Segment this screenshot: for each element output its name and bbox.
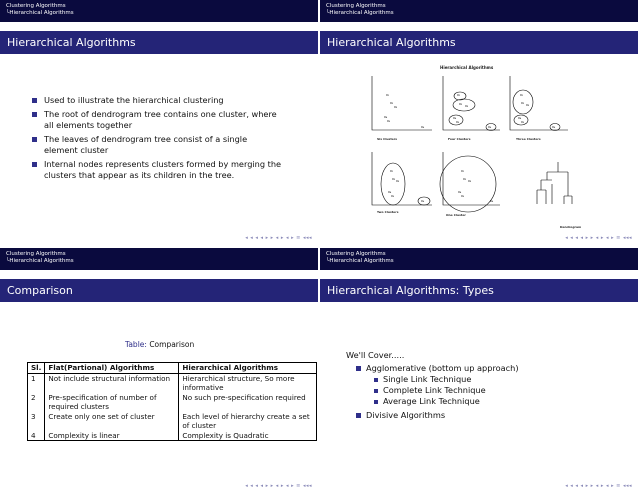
table-caption (125, 340, 194, 349)
bullet-item: Divisive Algorithms (356, 410, 519, 421)
table-row (28, 412, 317, 431)
panel-label: One Cluster (446, 213, 466, 217)
table-cell: Not include structural information (45, 373, 179, 393)
header-section: Clustering Algorithms (6, 3, 66, 9)
header-section: Clustering Algorithms (326, 3, 386, 9)
svg-text:x₁: x₁ (457, 93, 461, 97)
slide-title: Hierarchical Algorithms (0, 31, 318, 54)
dendrogram-label: Dendrogram (560, 225, 582, 229)
slide-title: Hierarchical Algorithms: Types (320, 279, 638, 302)
svg-text:x₁: x₁ (461, 169, 465, 173)
svg-text:x₆: x₆ (421, 125, 425, 129)
svg-text:x₄: x₄ (384, 115, 388, 119)
beamer-nav-icons[interactable]: ◂ ◂ ◂ ◂ ▸ ▸ ◂ ▸ ◂ ▸ ≡ ◂◂◂ (245, 483, 312, 489)
sub-bullet-item: Complete Link Technique (374, 385, 519, 396)
table-header-row (28, 363, 317, 374)
header-section: Clustering Algorithms (326, 251, 386, 257)
beamer-nav-icons[interactable]: ◂ ◂ ◂ ◂ ▸ ▸ ◂ ▸ ◂ ▸ ≡ ◂◂◂ (245, 235, 312, 241)
panel-label: Three Clusters (516, 137, 541, 141)
sub-bullet-item: Average Link Technique (374, 396, 519, 407)
slide-header (320, 248, 638, 270)
bullet-item: The leaves of dendrogram tree consist of a single element cluster (32, 134, 282, 157)
slide-2 (320, 0, 638, 245)
table-row (28, 393, 317, 412)
column-header: Hierarchical Algorithms (179, 363, 317, 374)
svg-text:x₄: x₄ (453, 116, 457, 120)
column-header: Sl. (28, 363, 45, 374)
caption-text: Comparison (149, 340, 195, 349)
svg-text:x₅: x₅ (456, 120, 460, 124)
svg-text:x₂: x₂ (390, 101, 394, 105)
bullet-item: The root of dendrogram tree contains one cluster, where all elements together (32, 109, 282, 132)
table-cell: Create only one set of cluster (45, 412, 179, 431)
svg-text:x₂: x₂ (459, 102, 463, 106)
header-subsection: └Hierarchical Algorithms (6, 258, 74, 264)
bullet-item: Internal nodes represents clusters formed by merging the clusters that appear as its children in the tree. (32, 159, 282, 182)
svg-text:x₆: x₆ (490, 199, 494, 203)
beamer-nav-icons[interactable]: ◂ ◂ ◂ ◂ ▸ ▸ ◂ ▸ ◂ ▸ ≡ ◂◂◂ (565, 483, 632, 489)
svg-text:x₅: x₅ (387, 119, 391, 123)
slide-title: Comparison (0, 279, 318, 302)
hierarchical-clustering-figure (320, 72, 638, 242)
svg-text:x₆: x₆ (552, 125, 556, 129)
sub-bullet-item: Single Link Technique (374, 374, 519, 385)
slide-header (320, 0, 638, 22)
panel-label: Six Clusters (377, 137, 398, 141)
header-subsection: └Hierarchical Algorithms (326, 258, 394, 264)
svg-text:x₃: x₃ (526, 103, 530, 107)
table-cell: 4 (28, 431, 45, 441)
svg-text:x₄: x₄ (518, 116, 522, 120)
svg-text:x₃: x₃ (394, 105, 398, 109)
svg-text:x₃: x₃ (396, 179, 400, 183)
intro-text: We'll Cover..... (346, 350, 405, 360)
slide-4-content (346, 350, 519, 421)
slide-title: Hierarchical Algorithms (320, 31, 638, 54)
svg-text:x₆: x₆ (421, 199, 425, 203)
svg-text:x₅: x₅ (521, 120, 525, 124)
svg-text:x₂: x₂ (521, 101, 525, 105)
bullet-item: Agglomerative (bottom up approach) (356, 363, 519, 374)
svg-text:x₁: x₁ (386, 93, 390, 97)
header-subsection: └Hierarchical Algorithms (6, 10, 74, 16)
slide-1-bullets (32, 95, 282, 184)
column-header: Flat(Partional) Algorithms (45, 363, 179, 374)
header-subsection: └Hierarchical Algorithms (326, 10, 394, 16)
header-section: Clustering Algorithms (6, 251, 66, 257)
panel-label: Four Clusters (448, 137, 471, 141)
table-cell: 1 (28, 373, 45, 393)
svg-text:x₂: x₂ (463, 177, 467, 181)
caption-label: Table: (125, 340, 147, 349)
table-row (28, 373, 317, 393)
slide-header (0, 248, 318, 270)
panel-label: Two Clusters (377, 210, 399, 214)
svg-text:x₄: x₄ (388, 190, 392, 194)
table-cell: Pre-specification of number of required clusters (45, 393, 179, 412)
table-cell: Each level of hierarchy create a set of cluster (179, 412, 317, 431)
svg-text:x₅: x₅ (391, 194, 395, 198)
svg-text:x₅: x₅ (461, 194, 465, 198)
svg-text:x₂: x₂ (392, 177, 396, 181)
svg-text:x₃: x₃ (465, 104, 469, 108)
figure-title: Hierarchical Algorithms (440, 65, 494, 70)
table-cell: 2 (28, 393, 45, 412)
svg-text:x₆: x₆ (488, 125, 492, 129)
svg-text:x₃: x₃ (468, 179, 472, 183)
table-row (28, 431, 317, 441)
svg-text:x₁: x₁ (390, 169, 394, 173)
beamer-nav-icons[interactable]: ◂ ◂ ◂ ◂ ▸ ▸ ◂ ▸ ◂ ▸ ≡ ◂◂◂ (565, 235, 632, 241)
svg-text:x₁: x₁ (520, 93, 524, 97)
slide-header (0, 0, 318, 22)
table-cell: No such pre-specification required (179, 393, 317, 412)
comparison-table (27, 362, 317, 441)
bullet-item: Used to illustrate the hierarchical clustering (32, 95, 282, 107)
table-cell: Hierarchical structure, So more informative (179, 373, 317, 393)
svg-text:x₄: x₄ (458, 190, 462, 194)
table-cell: 3 (28, 412, 45, 431)
table-cell: Complexity is linear (45, 431, 179, 441)
table-cell: Complexity is Quadratic (179, 431, 317, 441)
